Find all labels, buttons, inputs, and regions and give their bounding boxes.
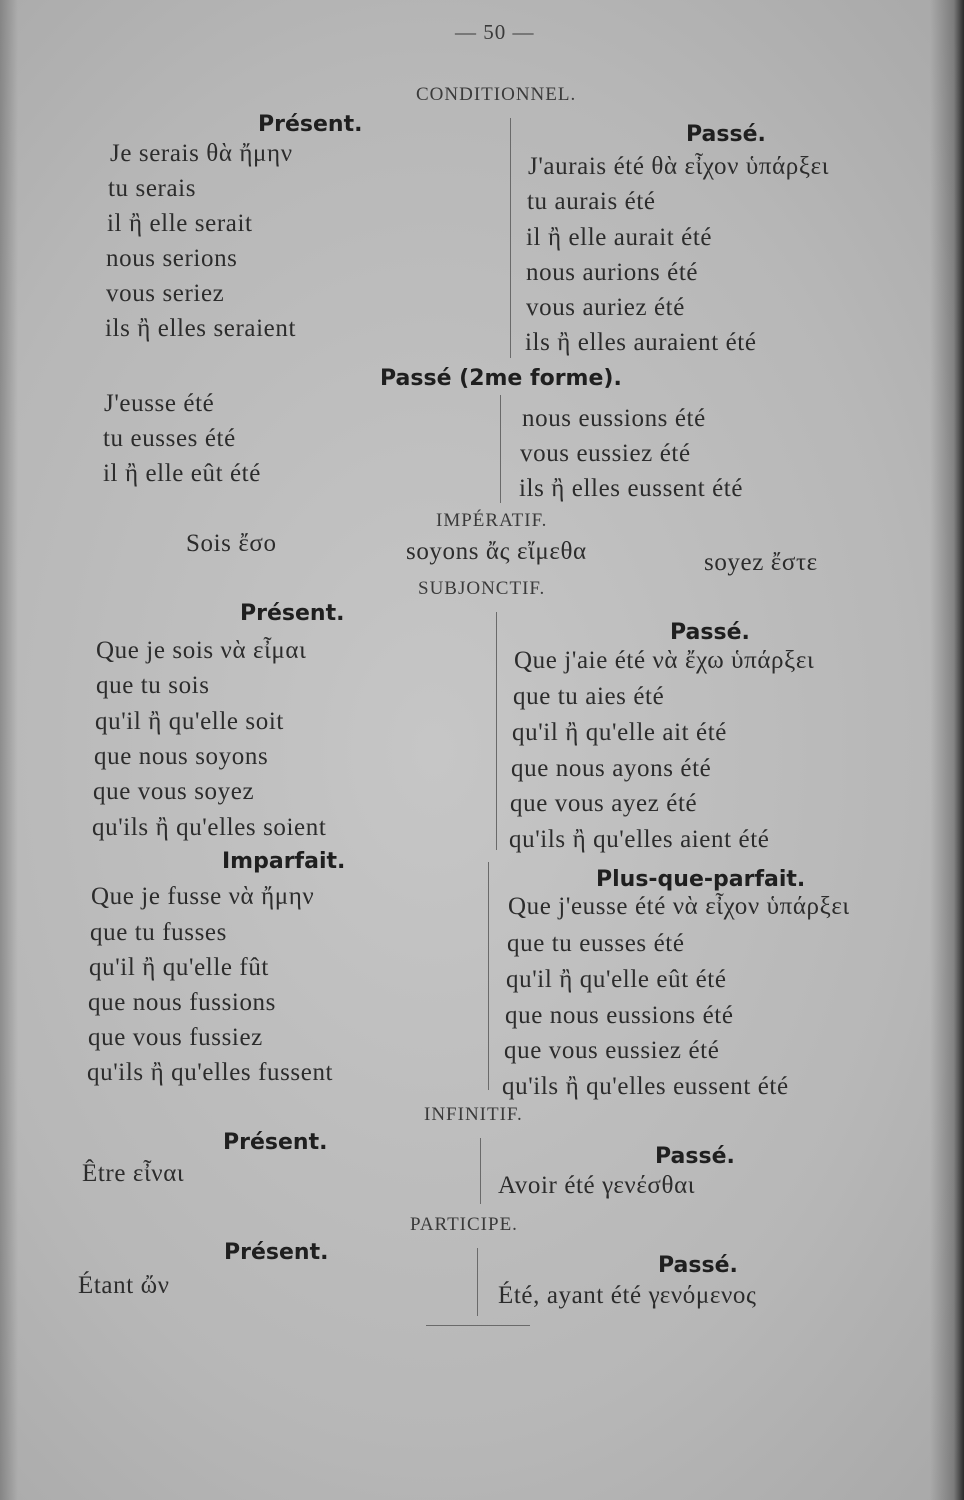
page-left-edge-shadow — [0, 0, 18, 1500]
heading-subjonctif-passe: Passé. — [670, 620, 750, 645]
heading-subjonctif-plus-que-parfait: Plus-que-parfait. — [596, 867, 806, 892]
verb-line: il ἢ elle serait — [107, 210, 253, 237]
verb-line: soyons ἄς εἴμεθα — [406, 538, 587, 565]
verb-line: nous eussions été — [522, 405, 706, 432]
verb-line: ils ἢ elles seraient — [105, 315, 296, 342]
column-divider — [496, 612, 497, 850]
verb-line: il ἢ elle aurait été — [526, 224, 713, 251]
verb-line: tu serais — [108, 175, 197, 202]
verb-line: que nous eussions été — [505, 1002, 734, 1029]
heading-subjonctif-imparfait: Imparfait. — [222, 849, 346, 874]
section-title-participe: PARTICIPE. — [410, 1214, 518, 1235]
verb-line: qu'ils ἢ qu'elles aient été — [509, 826, 770, 853]
verb-line: que nous ayons été — [511, 755, 712, 782]
verb-line: que nous fussions — [88, 989, 276, 1016]
verb-line: tu eusses été — [103, 425, 236, 452]
heading-participe-present: Présent. — [224, 1240, 329, 1265]
verb-line: J'aurais été θὰ εἶχον ὑπάρξει — [528, 153, 830, 180]
heading-subjonctif-present: Présent. — [240, 601, 345, 626]
verb-line: ils ἢ elles eussent été — [519, 475, 744, 502]
verb-line: qu'il ἢ qu'elle soit — [95, 708, 284, 735]
verb-line: vous auriez été — [526, 294, 685, 321]
verb-line: nous serions — [106, 245, 238, 272]
verb-line: J'eusse été — [104, 390, 215, 417]
verb-line: qu'ils ἢ qu'elles eussent été — [502, 1073, 789, 1100]
verb-line: qu'il ἢ qu'elle eût été — [506, 966, 727, 993]
column-divider — [477, 1248, 478, 1316]
verb-line: que vous soyez — [93, 778, 255, 805]
section-title-infinitif: INFINITIF. — [424, 1104, 523, 1125]
verb-line: Je serais θὰ ἤμην — [110, 140, 293, 167]
verb-line: Été, ayant été γενόμενος — [498, 1282, 757, 1309]
heading-infinitif-present: Présent. — [223, 1130, 328, 1155]
verb-line: vous seriez — [106, 280, 225, 307]
verb-line: qu'il ἢ qu'elle fût — [89, 954, 269, 981]
section-title-subjonctif: SUBJONCTIF. — [418, 578, 546, 599]
verb-line: nous aurions été — [526, 259, 699, 286]
column-divider — [488, 862, 489, 1090]
verb-line: Que je sois νὰ εἶμαι — [96, 637, 307, 664]
verb-line: il ἢ elle eût été — [103, 460, 261, 487]
column-divider — [480, 1138, 481, 1204]
verb-line: Que j'eusse été νὰ εἶχον ὑπάρξει — [508, 893, 850, 920]
verb-line: Que je fusse νὰ ἤμην — [91, 883, 315, 910]
heading-infinitif-passe: Passé. — [655, 1144, 735, 1169]
heading-conditionnel-passe-2me-forme: Passé (2me forme). — [380, 366, 622, 391]
verb-line: Sois ἔσο — [186, 530, 277, 557]
verb-line: que vous eussiez été — [504, 1037, 720, 1064]
page-right-edge-shadow — [930, 0, 964, 1500]
column-divider — [510, 118, 511, 358]
verb-line: tu aurais été — [527, 188, 656, 215]
verb-line: ils ἢ elles auraient été — [525, 329, 757, 356]
heading-conditionnel-passe: Passé. — [686, 122, 766, 147]
verb-line: vous eussiez été — [520, 440, 691, 467]
page-number: — 50 — — [455, 20, 535, 44]
section-title-imperatif: IMPÉRATIF. — [436, 510, 548, 531]
heading-participe-passe: Passé. — [658, 1253, 738, 1278]
section-title-conditionnel: CONDITIONNEL. — [416, 84, 577, 105]
heading-conditionnel-present: Présent. — [258, 112, 363, 137]
verb-line: que vous ayez été — [510, 790, 698, 817]
verb-line: Étant ὤν — [78, 1272, 170, 1299]
verb-line: que tu aies été — [513, 683, 665, 710]
verb-line: qu'ils ἢ qu'elles fussent — [87, 1059, 334, 1086]
verb-line: que tu eusses été — [507, 930, 685, 957]
verb-line: que tu sois — [96, 672, 210, 699]
column-divider — [500, 395, 501, 503]
verb-line: soyez ἔστε — [704, 549, 818, 576]
verb-line: Être εἶναι — [82, 1160, 185, 1187]
verb-line: que nous soyons — [94, 743, 269, 770]
verb-line: Que j'aie été νὰ ἔχω ὑπάρξει — [514, 647, 815, 674]
verb-line: que tu fusses — [90, 919, 227, 946]
verb-line: que vous fussiez — [88, 1024, 263, 1051]
verb-line: qu'il ἢ qu'elle ait été — [512, 719, 727, 746]
verb-line: qu'ils ἢ qu'elles soient — [92, 814, 327, 841]
closing-rule — [426, 1325, 530, 1326]
verb-line: Avoir été γενέσθαι — [498, 1172, 696, 1199]
